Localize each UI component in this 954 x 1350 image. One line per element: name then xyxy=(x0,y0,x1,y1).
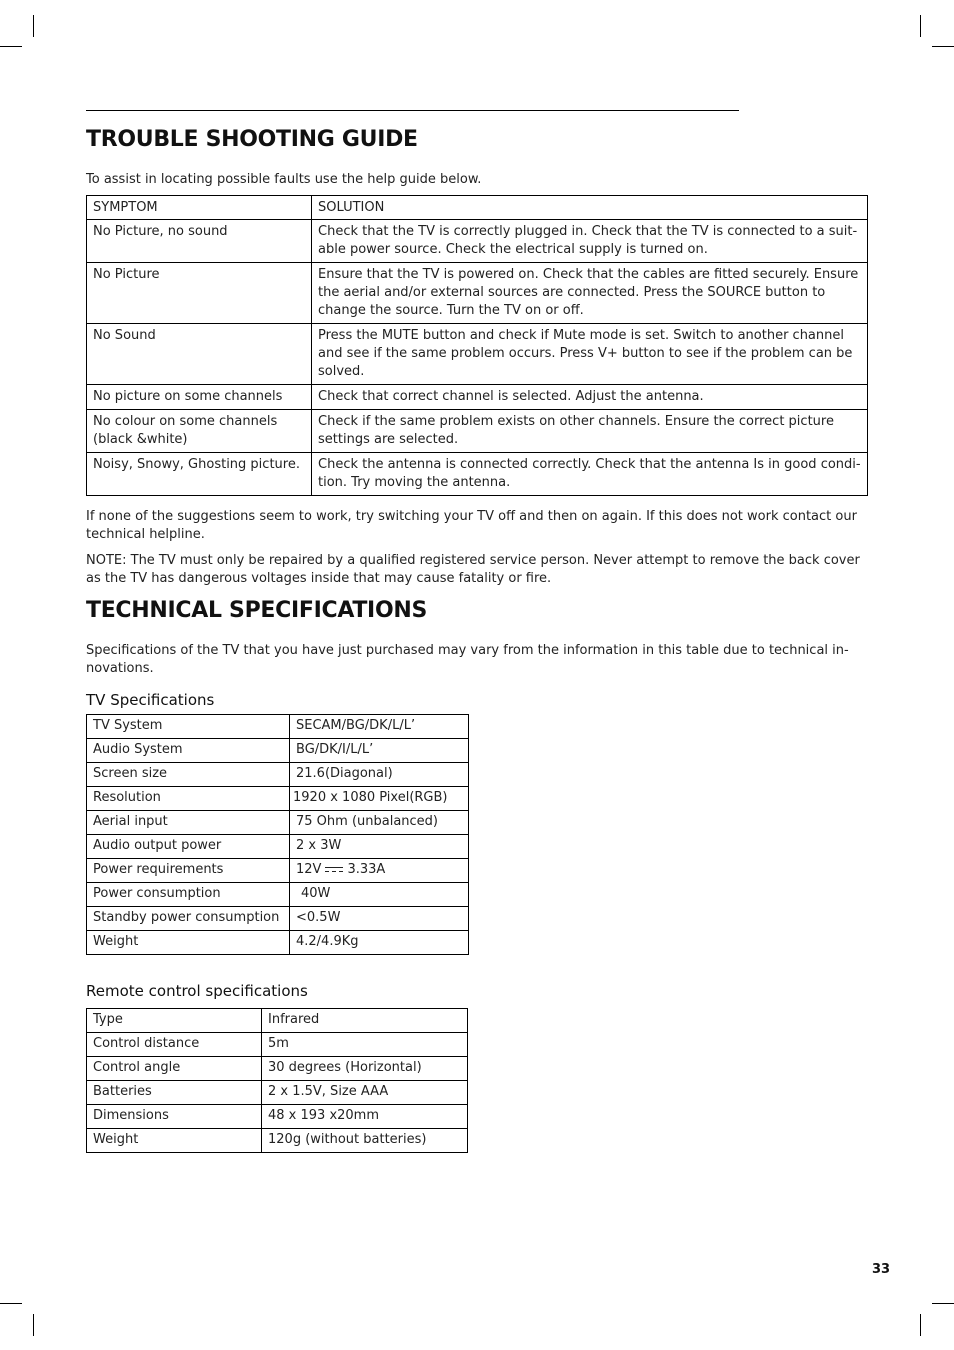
solution-cell: Press the MUTE button and check if Mute mode is set. Switch to another channel and see if the same problem occurs. Press V+ button to see if the problem can be solved. xyxy=(312,324,868,385)
table-row xyxy=(87,907,469,931)
table-row xyxy=(87,410,868,453)
technical-intro: Specifications of the TV that you have just purchased may vary from the information in this table due to technical in-novations. xyxy=(86,643,849,676)
crop-mark xyxy=(0,1303,22,1304)
symptom-cell: No Picture xyxy=(87,263,312,324)
table-row xyxy=(87,883,469,907)
spec-value: 2 x 3W xyxy=(290,835,469,859)
table-row xyxy=(87,787,469,811)
page-number: 33 xyxy=(872,1262,891,1277)
solution-cell: Check the antenna is connected correctly. Check that the antenna Is in good condi-tion. Try moving the antenna. xyxy=(312,453,868,496)
spec-value: 48 x 193 x20mm xyxy=(262,1105,468,1129)
symptom-cell: No picture on some channels xyxy=(87,385,312,410)
crop-mark xyxy=(0,46,22,47)
spec-label: Power consumption xyxy=(87,883,290,907)
table-header-row xyxy=(87,196,868,220)
current-value: 3.33A xyxy=(347,862,386,877)
spec-value: BG/DK/I/L/L’ xyxy=(290,739,469,763)
spec-label: TV System xyxy=(87,715,290,739)
spec-value: 120g (without batteries) xyxy=(262,1129,468,1153)
spec-label: Dimensions xyxy=(87,1105,262,1129)
tv-specs-table xyxy=(86,714,469,955)
crop-mark xyxy=(920,1314,921,1336)
spec-value: 4.2/4.9Kg xyxy=(290,931,469,955)
table-row xyxy=(87,1105,468,1129)
table-row xyxy=(87,263,868,324)
symptom-cell: No Sound xyxy=(87,324,312,385)
solution-cell: Ensure that the TV is powered on. Check that the cables are fitted securely. Ensure the aerial and/or external sources are connected. Press the SOURCE button to change the source. Turn the TV on or off. xyxy=(312,263,868,324)
solution-cell: Check that the TV is correctly plugged in. Check that the TV is connected to a suit-able power source. Check the electrical supply is turned on. xyxy=(312,220,868,263)
voltage-value: 12V xyxy=(296,862,322,877)
spec-label: Standby power consumption xyxy=(87,907,290,931)
table-row xyxy=(87,715,469,739)
symptom-cell: No colour on some channels (black &white) xyxy=(87,410,312,453)
spec-value: 2 x 1.5V, Size AAA xyxy=(262,1081,468,1105)
spec-label: Batteries xyxy=(87,1081,262,1105)
table-row xyxy=(87,1033,468,1057)
spec-value: 40W xyxy=(290,883,469,907)
spec-label: Control angle xyxy=(87,1057,262,1081)
table-row xyxy=(87,1129,468,1153)
header-rule xyxy=(86,110,739,111)
table-row xyxy=(87,811,469,835)
spec-value: 5m xyxy=(262,1033,468,1057)
table-row xyxy=(87,835,469,859)
spec-label: Weight xyxy=(87,1129,262,1153)
dc-current-icon xyxy=(325,866,343,874)
spec-value: 30 degrees (Horizontal) xyxy=(262,1057,468,1081)
troubleshooting-intro: To assist in locating possible faults use the help guide below. xyxy=(86,172,482,187)
table-row xyxy=(87,739,469,763)
table-row xyxy=(87,859,469,883)
rc-specs-table xyxy=(86,1008,468,1153)
table-row xyxy=(87,385,868,410)
spec-label: Audio output power xyxy=(87,835,290,859)
table-row xyxy=(87,763,469,787)
spec-label: Screen size xyxy=(87,763,290,787)
spec-label: Aerial input xyxy=(87,811,290,835)
spec-value: <0.5W xyxy=(290,907,469,931)
spec-value: 75 Ohm (unbalanced) xyxy=(290,811,469,835)
technical-title: TECHNICAL SPECIFICATIONS xyxy=(86,598,427,623)
spec-label: Type xyxy=(87,1009,262,1033)
tv-specs-title: TV Specifications xyxy=(86,691,215,709)
spec-label: Audio System xyxy=(87,739,290,763)
spec-label: Resolution xyxy=(87,787,290,811)
helpline-note: If none of the suggestions seem to work, try switching your TV off and then on again. If this does not work contact our technical helpline. xyxy=(86,509,857,542)
table-row xyxy=(87,324,868,385)
table-row xyxy=(87,1057,468,1081)
spec-value: 21.6(Diagonal) xyxy=(290,763,469,787)
spec-value: SECAM/BG/DK/L/L’ xyxy=(290,715,469,739)
crop-mark xyxy=(932,46,954,47)
table-row xyxy=(87,1081,468,1105)
spec-value: Infrared xyxy=(262,1009,468,1033)
table-row xyxy=(87,931,469,955)
spec-label: Weight xyxy=(87,931,290,955)
solution-cell: Check that correct channel is selected. Adjust the antenna. xyxy=(312,385,868,410)
spec-value: 1920 x 1080 Pixel(RGB) xyxy=(290,787,469,811)
crop-mark xyxy=(932,1303,954,1304)
solution-header: SOLUTION xyxy=(312,196,868,220)
crop-mark xyxy=(33,1314,34,1336)
safety-note: NOTE: The TV must only be repaired by a qualified registered service person. Never attempt to remove the back cover as the TV has dangerous voltages inside that may cause fatality or fire. xyxy=(86,553,860,586)
crop-mark xyxy=(33,15,34,37)
crop-mark xyxy=(920,15,921,37)
spec-value xyxy=(290,859,469,883)
rc-specs-title: Remote control specifications xyxy=(86,982,308,1000)
table-row xyxy=(87,453,868,496)
troubleshooting-table xyxy=(86,195,868,496)
symptom-cell: No Picture, no sound xyxy=(87,220,312,263)
symptom-cell: Noisy, Snowy, Ghosting picture. xyxy=(87,453,312,496)
spec-label: Power requirements xyxy=(87,859,290,883)
table-row xyxy=(87,220,868,263)
table-row xyxy=(87,1009,468,1033)
troubleshooting-title: TROUBLE SHOOTING GUIDE xyxy=(86,127,418,152)
symptom-header: SYMPTOM xyxy=(87,196,312,220)
spec-label: Control distance xyxy=(87,1033,262,1057)
solution-cell: Check if the same problem exists on other channels. Ensure the correct picture settings are selected. xyxy=(312,410,868,453)
